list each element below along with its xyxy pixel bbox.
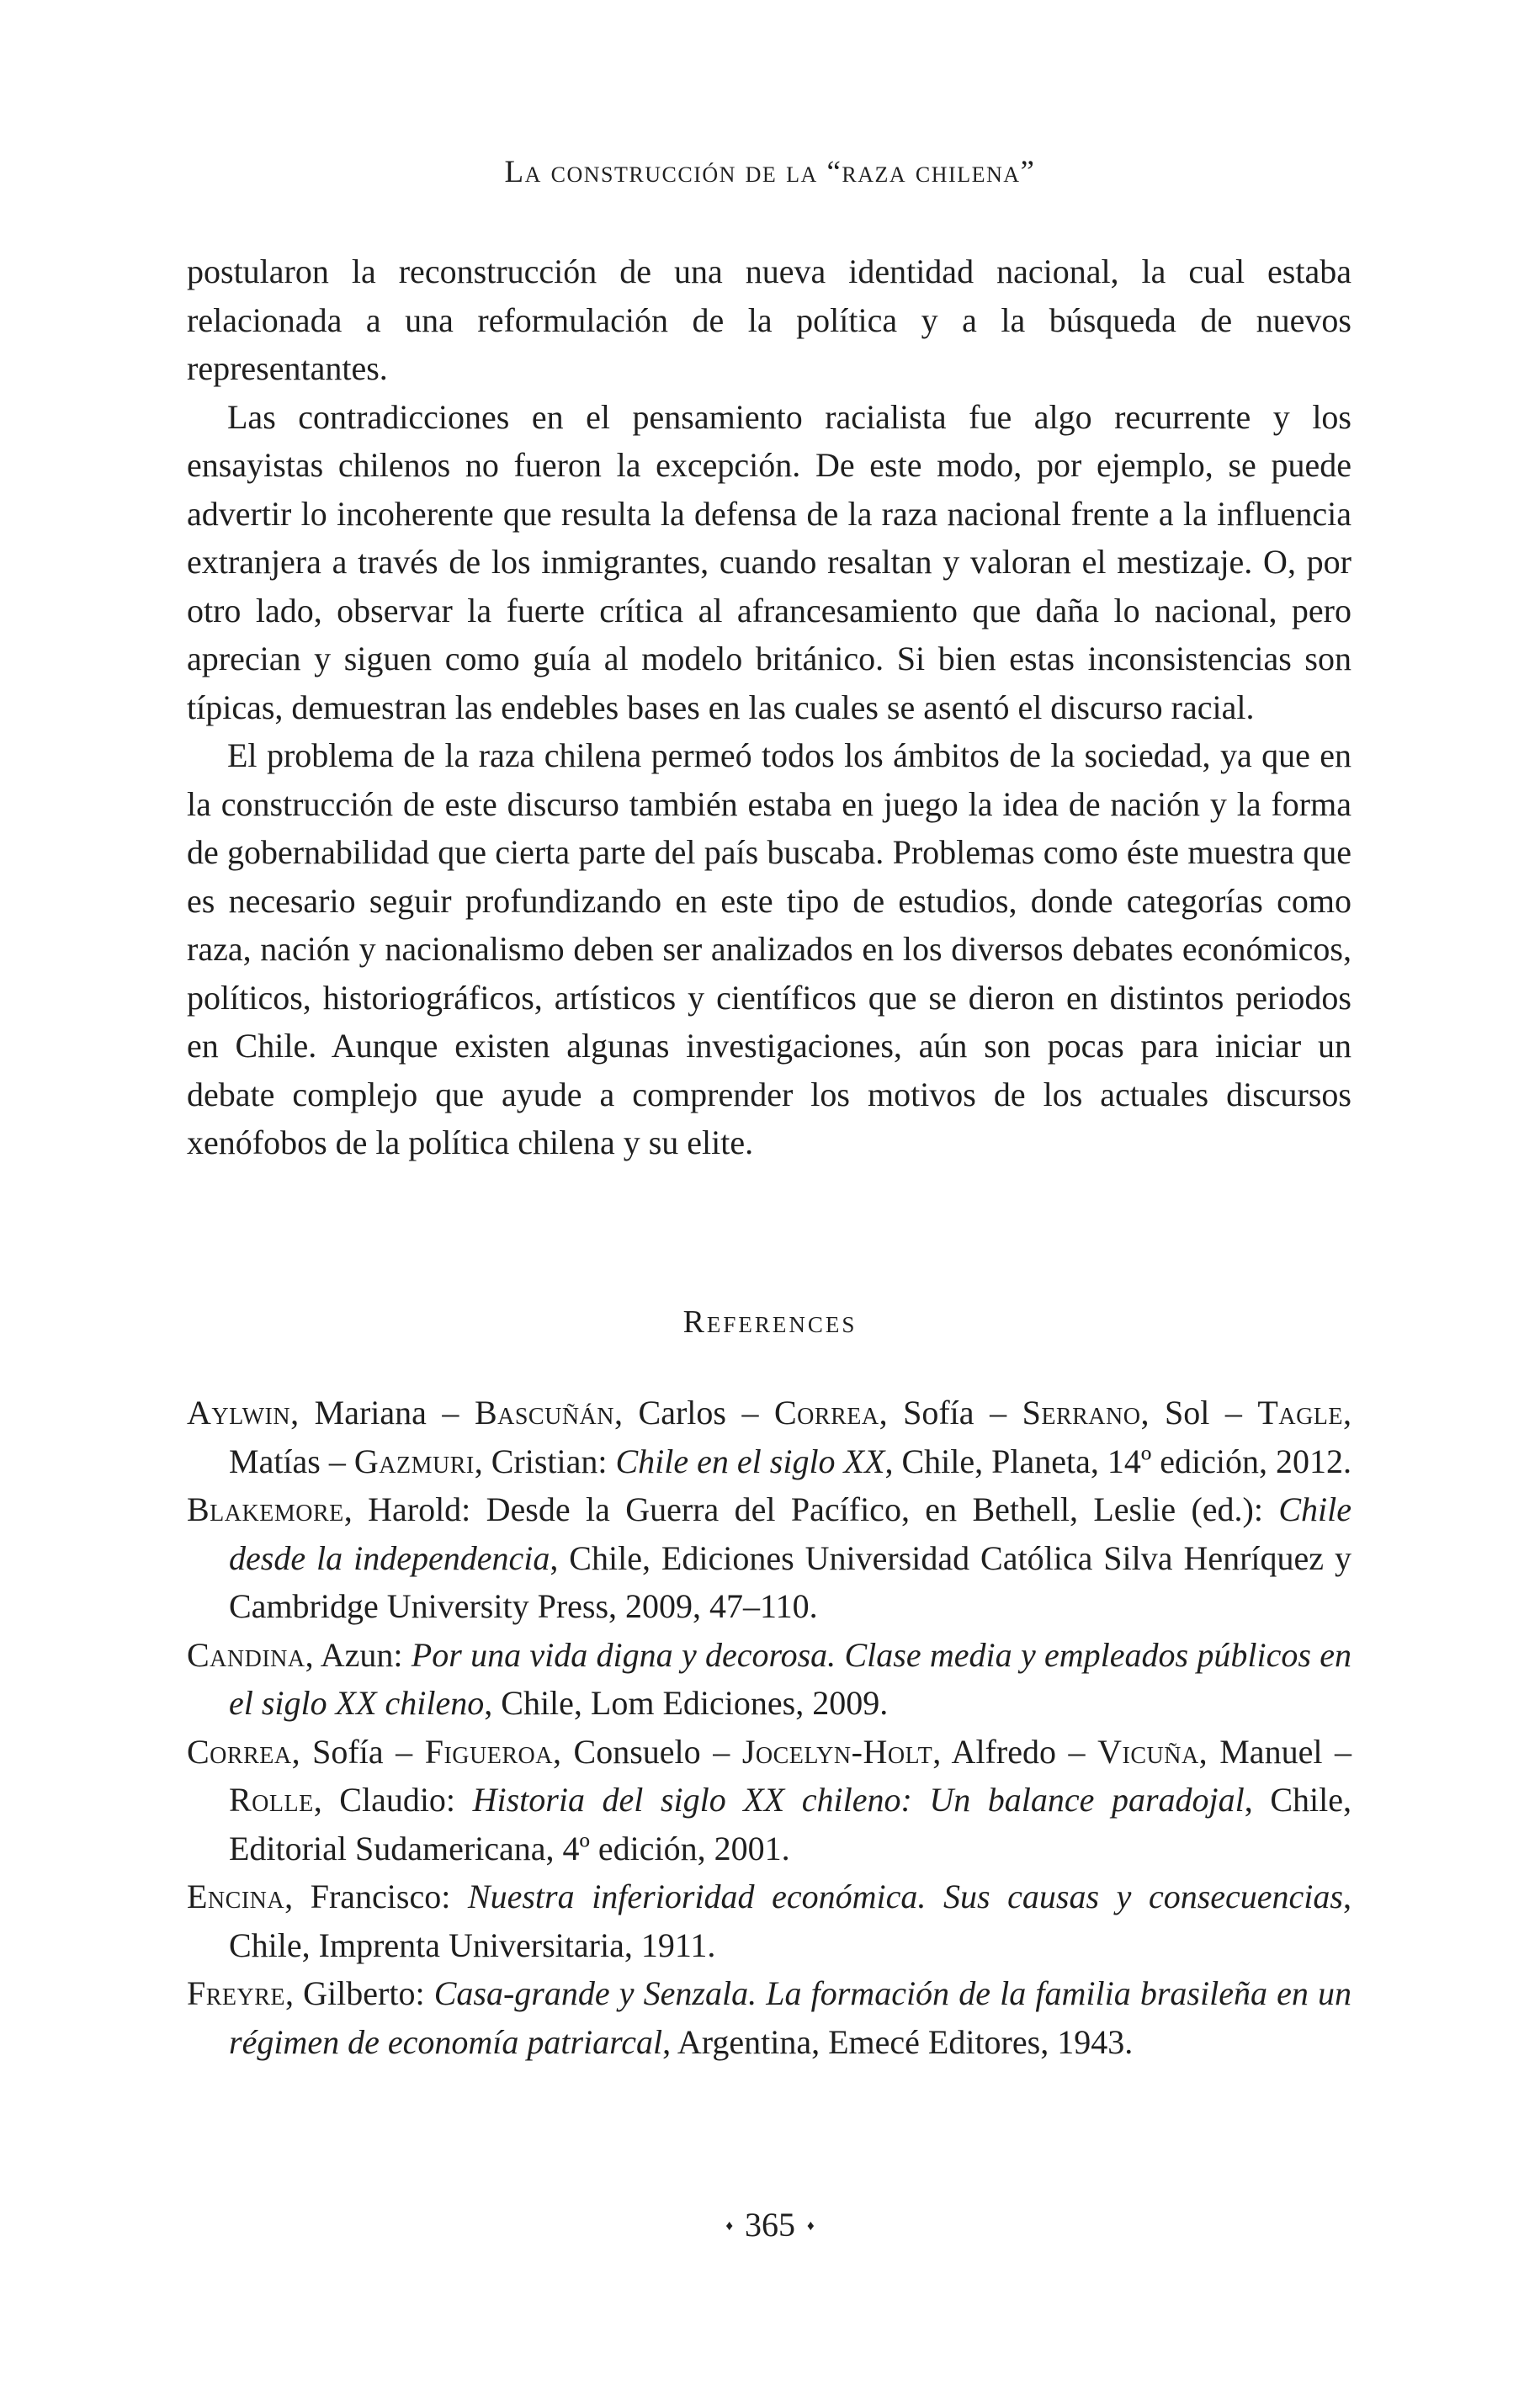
author-name: Encina [187, 1878, 285, 1915]
reference-text: , Sol – [1140, 1394, 1258, 1432]
author-name: Candina [187, 1635, 305, 1674]
running-head: La construcción de la “raza chilena” [504, 155, 1036, 189]
work-title: Chile desde la independencia [229, 1490, 1351, 1577]
reference-text: , Mariana – [290, 1394, 475, 1432]
body-text [187, 247, 1351, 1167]
references-heading: References [682, 1304, 858, 1340]
work-title: Historia del siglo XX chileno: Un balance paradojal [472, 1781, 1245, 1819]
author-name: Jocelyn-Holt [741, 1732, 933, 1771]
reference-text: , Chile, Ediciones Universidad Católica Silva Henríquez y Cambridge University Press, 2009, 47–110. [229, 1538, 1351, 1625]
reference-text: , Chile, Planeta, 14º edición, 2012. [884, 1442, 1351, 1480]
paragraph: Las contradicciones en el pensamiento racialista fue algo recurrente y los ensayistas chilenos no fueron la excepción. De este modo, por ejemplo, se puede advertir lo incoherente que resulta la defensa de la raza nacional frente a la influencia extranjera a través de los inmigrantes, cuando resaltan y valoran el mestizaje. O, por otro lado, observar la fuerte crítica al afrancesamiento que daña lo nacional, pero aprecian y siguen como guía al modelo británico. Si bien estas inconsistencias son típicas, demuestran las endebles bases en las cuales se asentó el discurso racial. [187, 397, 1351, 726]
diamond-ornament-icon: ♦ [807, 2218, 815, 2234]
paragraph: El problema de la raza chilena permeó todos los ámbitos de la sociedad, ya que en la construcción de este discurso también estaba en juego la idea de nación y la forma de gobernabilidad que cierta parte del país buscaba. Problemas como éste muestra que es necesario seguir profundizando en este tipo de estudios, donde categorías como raza, nación y nacionalismo deben ser analizados en los diversos debates económicos, políticos, historiográficos, artísticos y científicos que se dieron en distintos periodos en Chile. Aunque existen algunas investigaciones, aún son pocas para iniciar un debate complejo que ayude a comprender los motivos de los actuales discursos xenófobos de la política chilena y su elite. [187, 736, 1351, 1161]
author-name: Aylwin [187, 1394, 291, 1432]
reference-entry [187, 1631, 1351, 1728]
reference-entry [187, 1485, 1351, 1631]
reference-entry [187, 1728, 1351, 1873]
references-list [187, 1389, 1351, 2066]
author-name: Correa [774, 1394, 879, 1432]
author-name: Rolle [229, 1781, 314, 1819]
reference-text: , Sofía – [291, 1732, 425, 1771]
reference-text: , Chile, Lom Ediciones, 2009. [484, 1684, 889, 1722]
reference-entry [187, 1969, 1351, 2066]
author-name: Freyre [187, 1974, 286, 2012]
reference-text: , Azun: [305, 1635, 412, 1674]
reference-text: , Claudio: [313, 1781, 473, 1819]
reference-text: , Argentina, Emecé Editores, 1943. [662, 2022, 1134, 2061]
author-name: Blakemore [187, 1490, 344, 1528]
reference-entry [187, 1872, 1351, 1969]
author-name: Correa [187, 1732, 292, 1771]
author-name: Vicuña [1097, 1732, 1199, 1771]
diamond-ornament-icon: ♦ [725, 2218, 733, 2234]
reference-text: , Carlos – [613, 1394, 774, 1432]
author-name: Bascuñán [474, 1394, 614, 1432]
work-title: Chile en el siglo XX [615, 1442, 885, 1480]
reference-text: , Sofía – [879, 1394, 1022, 1432]
reference-text: , Chile, Imprenta Universitaria, 1911. [229, 1878, 1351, 1964]
work-title: Por una vida digna y decorosa. Clase media y empleados públicos en el siglo XX chileno [229, 1635, 1351, 1722]
paragraph: postularon la reconstrucción de una nueva identidad nacional, la cual estaba relacionada a una reformulación de la política y a la búsqueda de nuevos representantes. [187, 252, 1351, 387]
reference-text: , Matías – [229, 1394, 1352, 1480]
work-title: Casa-grande y Senzala. La formación de la familia brasileña en un régimen de economía patriarcal [229, 1974, 1351, 2061]
reference-text: , Cristian: [474, 1442, 616, 1480]
work-title: Nuestra inferioridad económica. Sus causas y consecuencias [467, 1878, 1343, 1915]
reference-text: , Consuelo – [552, 1732, 742, 1771]
page-number: 365 [745, 2206, 795, 2244]
page-footer [0, 2207, 1540, 2244]
reference-text: , Harold: Desde la Guerra del Pacífico, en Bethell, Leslie (ed.): [343, 1490, 1279, 1528]
author-name: Figueroa [424, 1732, 553, 1771]
reference-text: , Francisco: [284, 1878, 468, 1915]
author-name: Tagle [1257, 1394, 1344, 1432]
reference-text: , Manuel – [1198, 1732, 1352, 1771]
author-name: Gazmuri [353, 1442, 475, 1480]
author-name: Serrano [1022, 1394, 1141, 1432]
reference-text: , Alfredo – [932, 1732, 1098, 1771]
reference-entry [187, 1389, 1351, 1485]
reference-text: , Chile, Editorial Sudamericana, 4º edición, 2001. [229, 1781, 1351, 1867]
reference-text: , Gilberto: [285, 1974, 434, 2012]
